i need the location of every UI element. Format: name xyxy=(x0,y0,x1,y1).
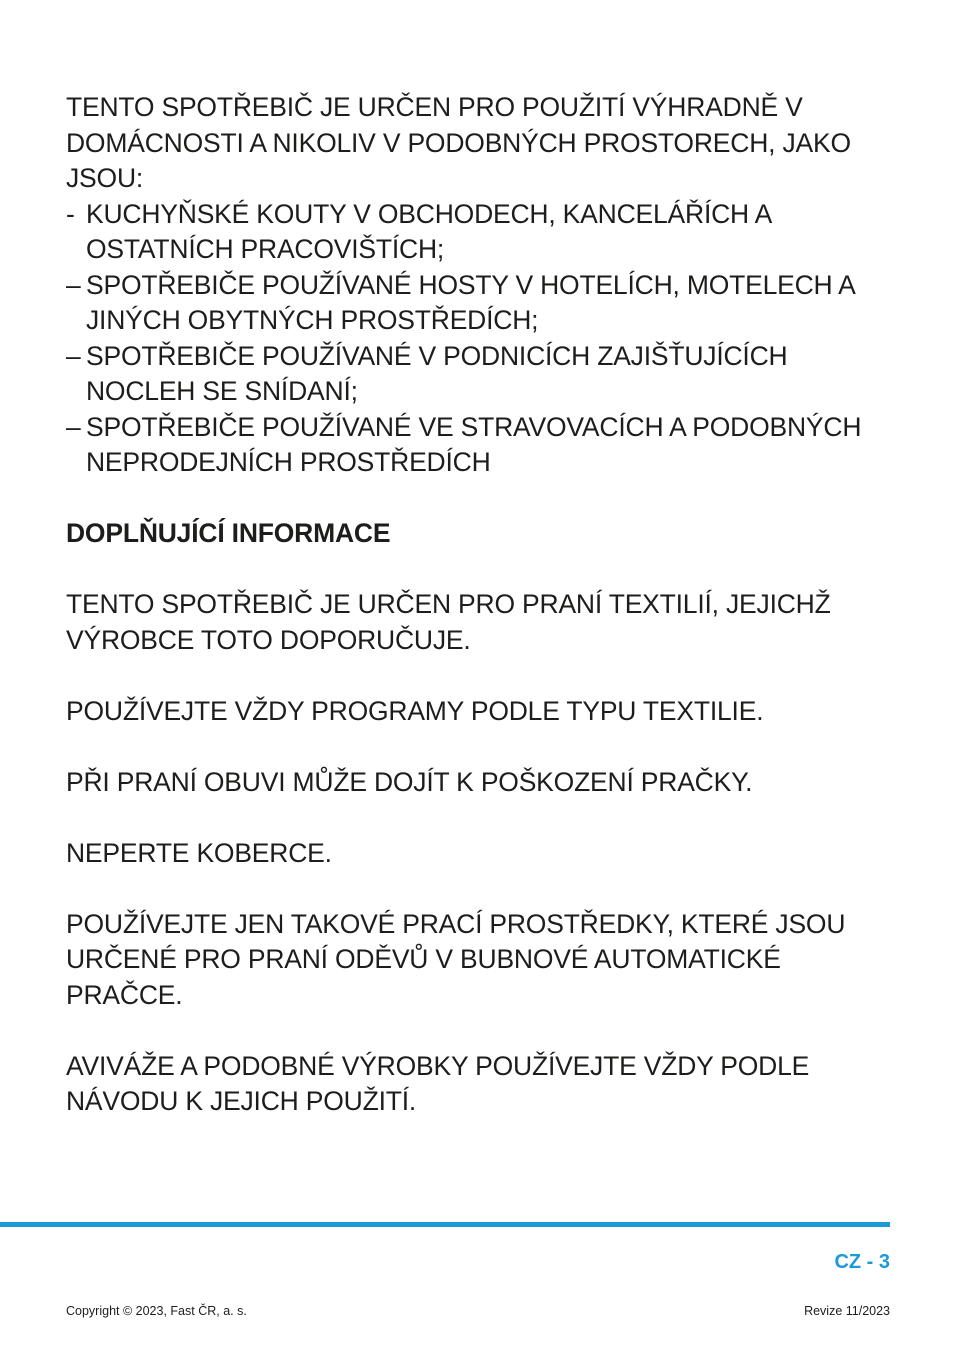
page-content xyxy=(66,90,896,1120)
footer-divider xyxy=(0,1222,890,1227)
bullet-dash: – xyxy=(66,411,81,442)
copyright-text: Copyright © 2023, Fast ČR, a. s. xyxy=(66,1304,247,1318)
list-item xyxy=(66,410,896,481)
bullet-dash: – xyxy=(66,340,81,371)
paragraph: POUŽÍVEJTE JEN TAKOVÉ PRACÍ PROSTŘEDKY, KTERÉ JSOU URČENÉ PRO PRANÍ ODĚVŮ V BUBNOVÉ AUTOMATICKÉ PRAČCE. xyxy=(66,908,846,1010)
revision-text: Revize 11/2023 xyxy=(804,1304,890,1318)
list-item xyxy=(66,197,896,268)
bullet-dash: - xyxy=(66,198,75,229)
usage-list xyxy=(66,197,896,481)
list-item xyxy=(66,268,896,339)
list-item-text: SPOTŘEBIČE POUŽÍVANÉ VE STRAVOVACÍCH A PODOBNÝCH NEPRODEJNÍCH PROSTŘEDÍCH xyxy=(86,411,862,477)
list-item-text: SPOTŘEBIČE POUŽÍVANÉ HOSTY V HOTELÍCH, MOTELECH A JINÝCH OBYTNÝCH PROSTŘEDÍCH; xyxy=(86,269,855,335)
paragraph: AVIVÁŽE A PODOBNÉ VÝROBKY POUŽÍVEJTE VŽDY PODLE NÁVODU K JEJICH POUŽITÍ. xyxy=(66,1050,810,1116)
list-item xyxy=(66,339,896,410)
intro-paragraph: TENTO SPOTŘEBIČ JE URČEN PRO POUŽITÍ VÝHRADNĚ V DOMÁCNOSTI A NIKOLIV V PODOBNÝCH PROSTORECH, JAKO JSOU: xyxy=(66,92,851,193)
bullet-dash: – xyxy=(66,269,81,300)
paragraph: POUŽÍVEJTE VŽDY PROGRAMY PODLE TYPU TEXTILIE. xyxy=(66,695,764,726)
page-number: CZ - 3 xyxy=(834,1251,890,1273)
section-heading: DOPLŇUJÍCÍ INFORMACE xyxy=(66,518,391,548)
paragraph: PŘI PRANÍ OBUVI MŮŽE DOJÍT K POŠKOZENÍ PRAČKY. xyxy=(66,766,753,797)
list-item-text: SPOTŘEBIČE POUŽÍVANÉ V PODNICÍCH ZAJIŠŤUJÍCÍCH NOCLEH SE SNÍDANÍ; xyxy=(86,340,788,406)
paragraph: TENTO SPOTŘEBIČ JE URČEN PRO PRANÍ TEXTILIÍ, JEJICHŽ VÝROBCE TOTO DOPORUČUJE. xyxy=(66,589,831,655)
paragraph: NEPERTE KOBERCE. xyxy=(66,837,332,868)
list-item-text: KUCHYŇSKÉ KOUTY V OBCHODECH, KANCELÁŘÍCH A OSTATNÍCH PRACOVIŠTÍCH; xyxy=(86,198,771,264)
